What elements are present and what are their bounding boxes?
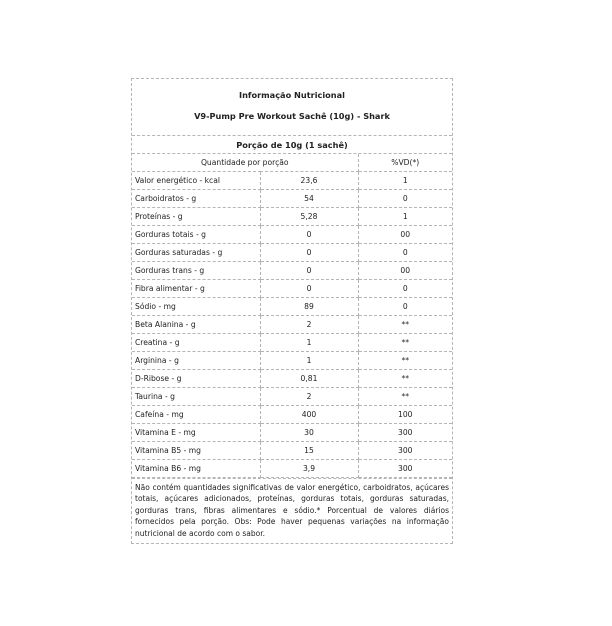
nutrient-dv: 00 <box>358 226 452 244</box>
nutrient-name: Vitamina B6 - mg <box>132 460 260 478</box>
table-row <box>132 334 452 352</box>
table-row <box>132 208 452 226</box>
nutrient-amount: 15 <box>260 442 358 460</box>
nutrition-facts-panel <box>131 78 453 544</box>
quantity-header: Quantidade por porção <box>132 154 358 172</box>
nutrient-dv: ** <box>358 352 452 370</box>
nutrient-name: Arginina - g <box>132 352 260 370</box>
table-body <box>132 172 452 478</box>
table-row <box>132 172 452 190</box>
nutrient-name: Vitamina E - mg <box>132 424 260 442</box>
nutrient-dv: 0 <box>358 298 452 316</box>
product-name: V9-Pump Pre Workout Sachê (10g) - Shark <box>194 111 390 121</box>
table-row <box>132 424 452 442</box>
nutrient-name: D-Ribose - g <box>132 370 260 388</box>
nutrient-dv: 1 <box>358 208 452 226</box>
title-box <box>132 79 452 136</box>
nutrient-name: Beta Alanina - g <box>132 316 260 334</box>
table-row <box>132 370 452 388</box>
nutrient-dv: ** <box>358 316 452 334</box>
nutrient-dv: 100 <box>358 406 452 424</box>
nutrient-amount: 54 <box>260 190 358 208</box>
nutrient-amount: 400 <box>260 406 358 424</box>
nutrient-name: Creatina - g <box>132 334 260 352</box>
nutrient-amount: 3,9 <box>260 460 358 478</box>
nutrient-dv: ** <box>358 370 452 388</box>
nutrient-name: Gorduras trans - g <box>132 262 260 280</box>
nutrient-amount: 30 <box>260 424 358 442</box>
nutrient-amount: 2 <box>260 316 358 334</box>
nutrient-amount: 1 <box>260 334 358 352</box>
nutrient-dv: 0 <box>358 190 452 208</box>
nutrient-name: Fibra alimentar - g <box>132 280 260 298</box>
table-row <box>132 352 452 370</box>
table-row <box>132 388 452 406</box>
nutrient-amount: 2 <box>260 388 358 406</box>
footnote: Não contém quantidades significativas de valor energético, carboidratos, açúcares totais, açúcares adicionados, proteínas, gorduras totais, gorduras saturadas, gorduras trans, fibras alimentares e sódio.* Porcentual de valores diários fornecidos pela porção. Obs: Pode haver pequenas variações na informação nutricional de acordo com o sabor. <box>132 478 452 543</box>
table-row <box>132 226 452 244</box>
table-row <box>132 406 452 424</box>
nutrient-dv: 00 <box>358 262 452 280</box>
nutrient-name: Taurina - g <box>132 388 260 406</box>
nutrient-name: Gorduras totais - g <box>132 226 260 244</box>
nutrient-name: Cafeína - mg <box>132 406 260 424</box>
table-row <box>132 190 452 208</box>
table-header-row <box>132 154 452 172</box>
nutrient-dv: 1 <box>358 172 452 190</box>
nutrient-dv: ** <box>358 334 452 352</box>
nutrient-amount: 5,28 <box>260 208 358 226</box>
nutrient-dv: 0 <box>358 244 452 262</box>
nutrient-dv: 300 <box>358 460 452 478</box>
nutrient-dv: ** <box>358 388 452 406</box>
nutrient-amount: 0,81 <box>260 370 358 388</box>
nutrient-amount: 0 <box>260 262 358 280</box>
portion-size: Porção de 10g (1 sachê) <box>132 136 452 154</box>
nutrient-name: Vitamina B5 - mg <box>132 442 260 460</box>
table-row <box>132 298 452 316</box>
nutrient-name: Proteínas - g <box>132 208 260 226</box>
dv-header: %VD(*) <box>358 154 452 172</box>
nutrient-name: Carboidratos - g <box>132 190 260 208</box>
nutrient-name: Sódio - mg <box>132 298 260 316</box>
nutrition-table <box>132 154 452 478</box>
nutrient-dv: 0 <box>358 280 452 298</box>
nutrient-amount: 0 <box>260 226 358 244</box>
nutrient-amount: 0 <box>260 244 358 262</box>
table-row <box>132 262 452 280</box>
table-row <box>132 280 452 298</box>
table-row <box>132 316 452 334</box>
nutrient-amount: 1 <box>260 352 358 370</box>
nutrient-name: Valor energético - kcal <box>132 172 260 190</box>
table-row <box>132 244 452 262</box>
table-row <box>132 442 452 460</box>
nutrient-dv: 300 <box>358 424 452 442</box>
panel-title: Informação Nutricional <box>239 90 345 100</box>
table-row <box>132 460 452 478</box>
nutrient-amount: 0 <box>260 280 358 298</box>
nutrient-amount: 23,6 <box>260 172 358 190</box>
nutrient-amount: 89 <box>260 298 358 316</box>
nutrient-dv: 300 <box>358 442 452 460</box>
nutrient-name: Gorduras saturadas - g <box>132 244 260 262</box>
